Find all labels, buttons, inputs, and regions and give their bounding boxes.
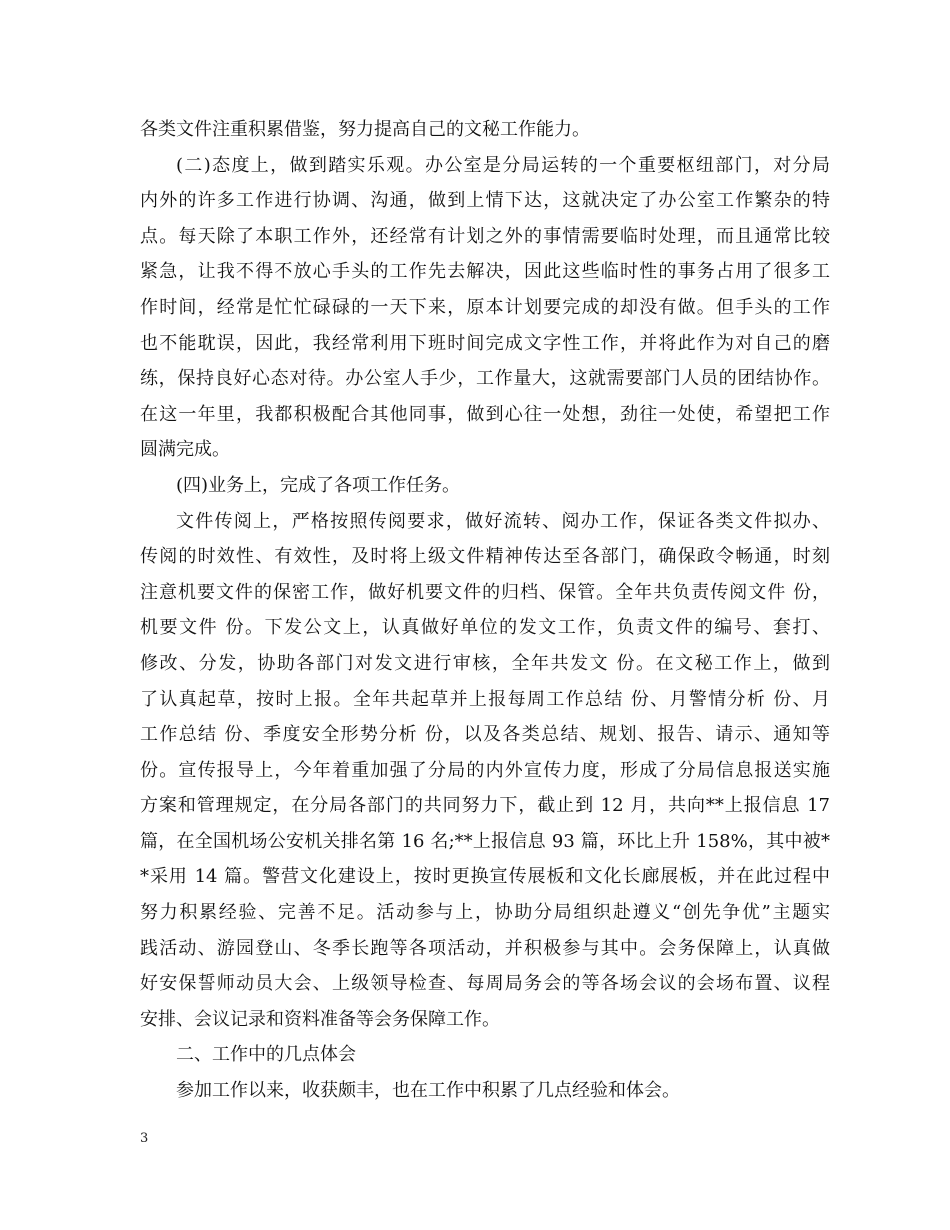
text-line: 机要文件 份。下发公文上，认真做好单位的发文工作，负责文件的编号、套打、: [140, 617, 830, 639]
text-line: 方案和管理规定，在分局各部门的共同努力下，截止到 12 月，共向**上报信息 17: [140, 795, 830, 817]
text-line: *采用 14 篇。警营文化建设上，按时更换宣传展板和文化长廊展板，并在此过程中: [140, 866, 830, 888]
text-line: 在这一年里，我都积极配合其他同事，做到心往一处想，劲往一处使，希望把工作: [140, 403, 830, 425]
text-line: 了认真起草，按时上报。全年共起草并上报每周工作总结 份、月警情分析 份、月: [140, 688, 830, 710]
text-line: 也不能耽误，因此，我经常利用下班时间完成文字性工作，并将此作为对自己的磨: [140, 332, 830, 354]
text-line: 传阅的时效性、有效性，及时将上级文件精神传达至各部门，确保政令畅通，时刻: [140, 546, 830, 568]
text-line: 参加工作以来，收获颇丰，也在工作中积累了几点经验和体会。: [176, 1080, 680, 1102]
text-line: 各类文件注重积累借鉴，努力提高自己的文秘工作能力。: [140, 119, 590, 140]
text-line: 安排、会议记录和资料准备等会务保障工作。: [140, 1008, 500, 1030]
text-line: (四)业务上，完成了各项工作任务。: [176, 474, 461, 496]
text-line: 作时间，经常是忙忙碌碌的一天下来，原本计划要完成的却没有做。但手头的工作: [140, 296, 830, 318]
text-line: 圆满完成。: [140, 439, 230, 461]
text-line: 好安保誓师动员大会、上级领导检查、每周局务会的等各场会议的会场布置、议程: [140, 973, 830, 995]
text-line: 点。每天除了本职工作外，还经常有计划之外的事情需要临时处理，而且通常比较: [140, 225, 830, 247]
text-line: 练，保持良好心态对待。办公室人手少，工作量大，这就需要部门人员的团结协作。: [140, 368, 830, 390]
text-line: 二、工作中的几点体会: [176, 1044, 356, 1066]
text-line: 紧急，让我不得不放心手头的工作先去解决，因此这些临时性的事务占用了很多工: [140, 261, 830, 283]
text-line: 份。宣传报导上，今年着重加强了分局的内外宣传力度，形成了分局信息报送实施: [140, 759, 830, 781]
text-line: 篇，在全国机场公安机关排名第 16 名;**上报信息 93 篇，环比上升 158%，其中被*: [140, 830, 830, 852]
page-number: 3: [140, 1131, 149, 1146]
text-line: 注意机要文件的保密工作，做好机要文件的归档、保管。全年共负责传阅文件 份，: [140, 581, 830, 603]
text-line: 践活动、游园登山、冬季长跑等各项活动，并积极参与其中。会务保障上，认真做: [140, 937, 830, 959]
text-line: 努力积累经验、完善不足。活动参与上，协助分局组织赴遵义“创先争优”主题实: [140, 902, 830, 924]
text-line: 文件传阅上，严格按照传阅要求，做好流转、阅办工作，保证各类文件拟办、: [176, 510, 830, 532]
body-text: [140, 112, 830, 1109]
text-line: 工作总结 份、季度安全形势分析 份，以及各类总结、规划、报告、请示、通知等: [140, 724, 830, 746]
text-line: 内外的许多工作进行协调、沟通，做到上情下达，这就决定了办公室工作繁杂的特: [140, 190, 830, 212]
text-line: (二)态度上，做到踏实乐观。办公室是分局运转的一个重要枢纽部门，对分局: [176, 154, 830, 176]
text-line: 修改、分发，协助各部门对发文进行审核，全年共发文 份。在文秘工作上，做到: [140, 652, 830, 674]
